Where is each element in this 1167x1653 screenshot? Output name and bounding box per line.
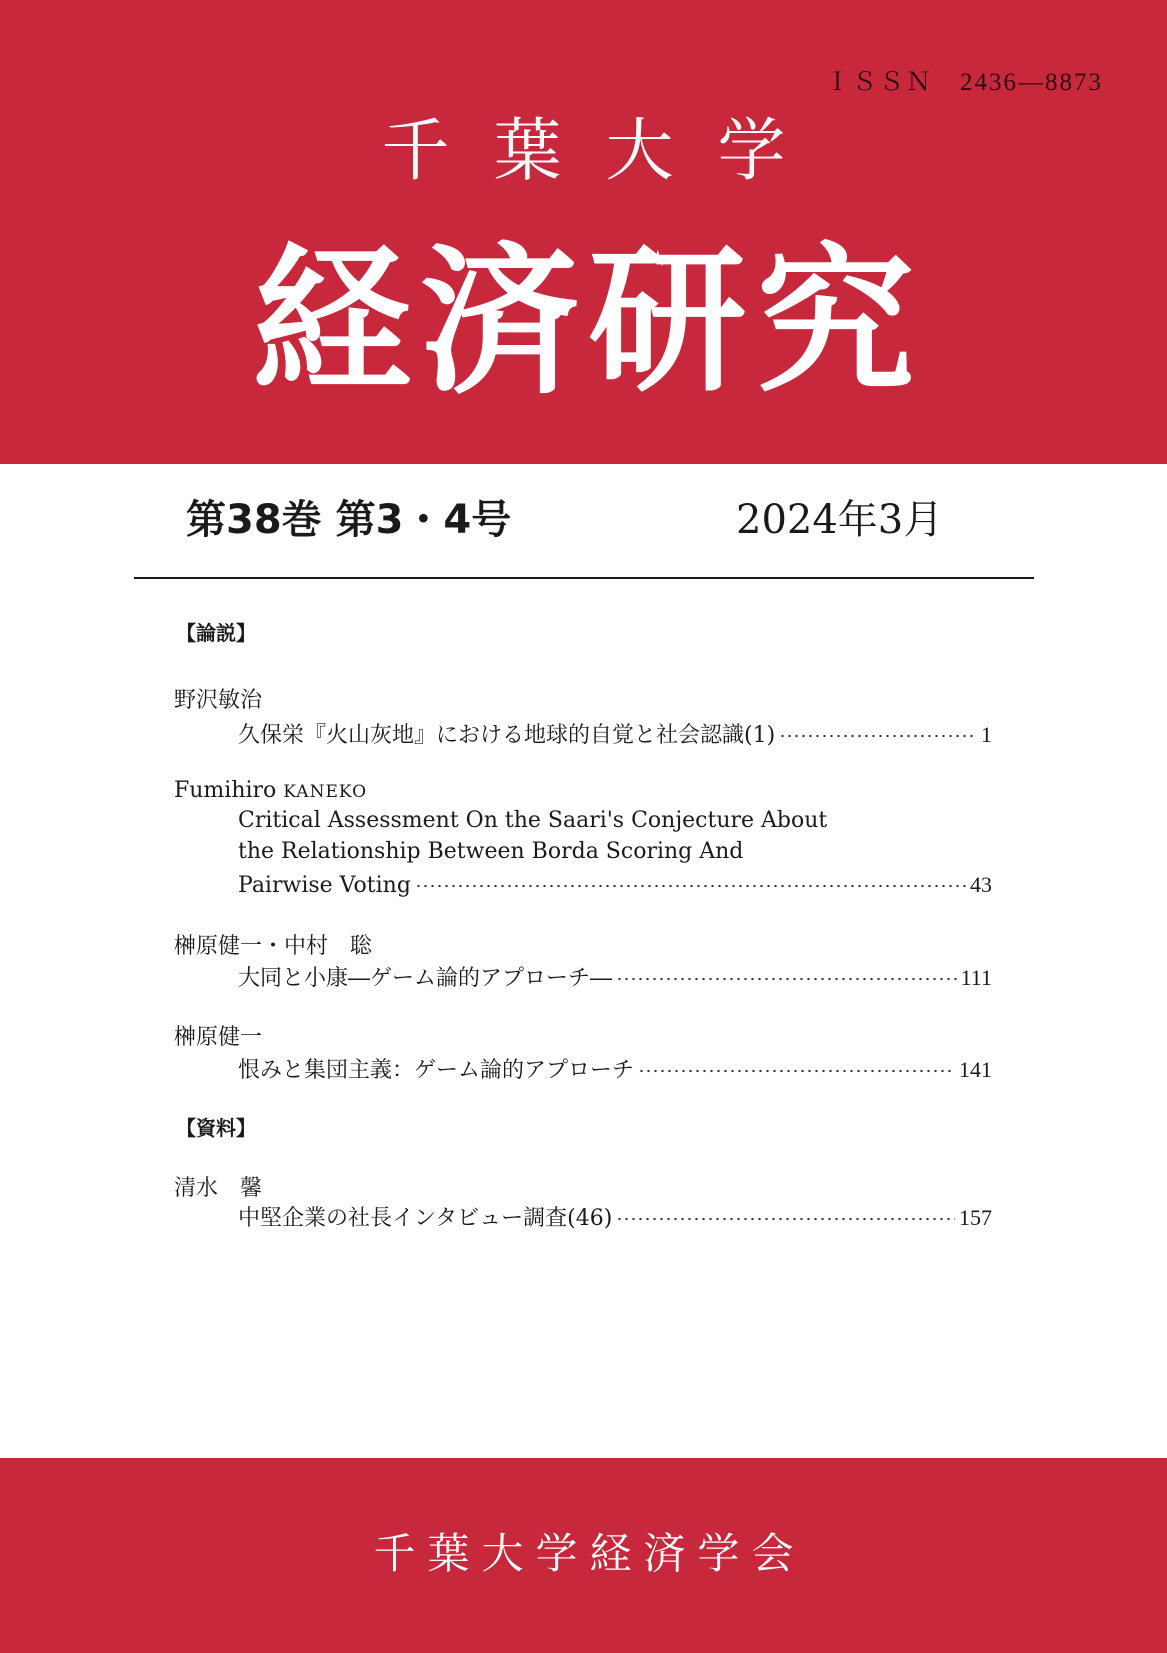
divider-line [134, 577, 1034, 579]
issue-date: 2024年3月 [736, 497, 944, 543]
entry-author [174, 778, 367, 803]
volume-number: 第38巻 第3・4号 [186, 497, 512, 543]
entry-title-line-2: the Relationship Between Borda Scoring And [238, 839, 744, 864]
entry-author: 清水 馨 [174, 1176, 263, 1201]
author-given-name: Fumihiro [174, 778, 284, 803]
entry-title: 中堅企業の社長インタビュー調査(46) [238, 1206, 613, 1231]
entry-page: 1 [981, 722, 992, 747]
journal-title: 経済研究 [252, 229, 925, 414]
university-name: 千葉大学 [381, 112, 830, 191]
entry-title: 大同と小康―ゲーム論的アプローチ― [238, 966, 613, 991]
entry-title: 久保栄『火山灰地』における地球的自覚と社会認識(1) [238, 723, 776, 748]
entry-author: 榊原健一 [174, 1025, 263, 1050]
publisher-name: 千葉大学経済学会 [373, 1529, 806, 1578]
entry-page: 157 [959, 1205, 992, 1230]
entry-author: 榊原健一・中村 聡 [174, 934, 373, 959]
author-family-name: KANEKO [283, 782, 368, 802]
entry-title-line-1: Critical Assessment On the Saari's Conjecture About [238, 808, 828, 833]
entry-page: 111 [960, 965, 992, 990]
section-heading-materials: 【資料】 [176, 1116, 256, 1140]
issn-number: ＩＳＳＮ 2436―8873 [824, 69, 1103, 96]
toc-entry[interactable] [238, 1053, 992, 1084]
dot-leader [415, 870, 966, 892]
dot-leader [638, 1055, 955, 1077]
toc-entry[interactable] [238, 718, 992, 749]
toc-entry[interactable] [238, 1201, 992, 1232]
entry-title: 恨みと集団主義：ゲーム論的アプローチ [238, 1058, 635, 1083]
dot-leader [616, 1203, 955, 1225]
entry-title-line-3: Pairwise Voting [238, 873, 411, 898]
entry-page: 141 [959, 1057, 992, 1082]
section-heading-articles: 【論説】 [176, 621, 256, 645]
toc-entry[interactable] [238, 870, 992, 898]
toc-entry[interactable] [238, 961, 992, 992]
entry-page: 43 [970, 872, 992, 897]
entry-author: 野沢敏治 [174, 688, 263, 713]
dot-leader [616, 963, 957, 985]
dot-leader [779, 720, 977, 742]
